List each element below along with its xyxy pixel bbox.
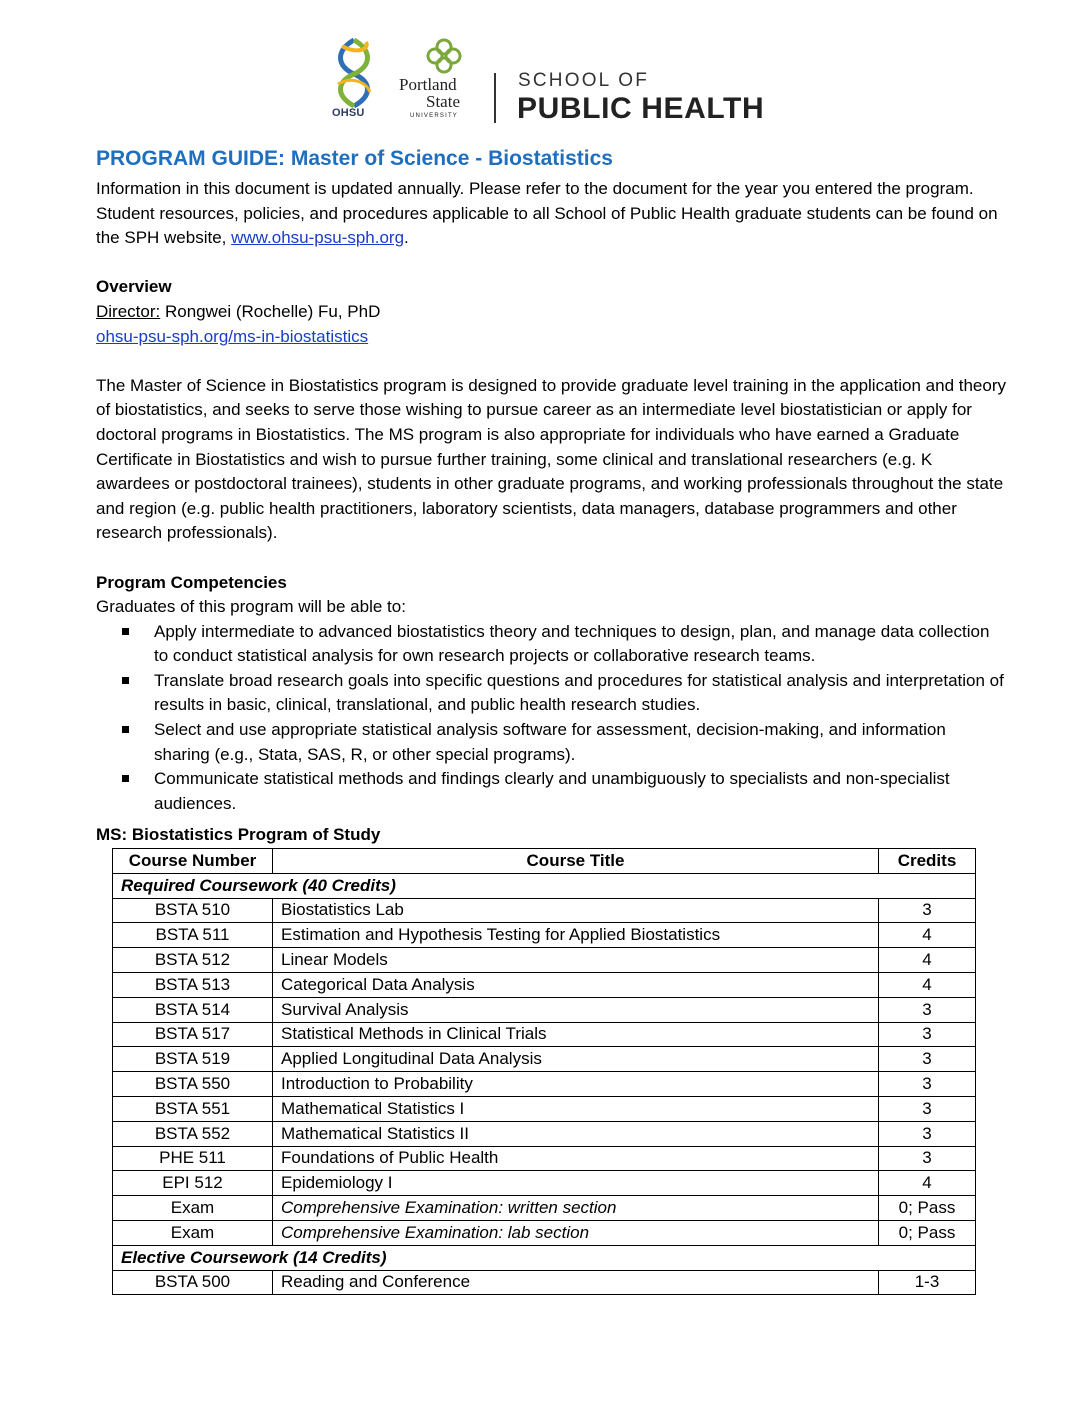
course-number-cell: PHE 511 xyxy=(113,1146,273,1171)
course-title-cell: Epidemiology I xyxy=(273,1171,879,1196)
header-course-number: Course Number xyxy=(113,849,273,874)
psu-logo xyxy=(396,36,476,128)
program-page-link[interactable]: ohsu-psu-sph.org/ms-in-biostatistics xyxy=(96,326,369,346)
bullet-icon xyxy=(122,726,129,733)
table-row xyxy=(113,1096,976,1121)
credits-cell: 0; Pass xyxy=(879,1220,976,1245)
course-title-cell: Mathematical Statistics II xyxy=(273,1121,879,1146)
header-logos xyxy=(326,36,766,128)
competencies-lead: Graduates of this program will be able to: xyxy=(96,597,406,617)
bullet-icon xyxy=(122,775,129,782)
table-row xyxy=(113,923,976,948)
sph-wordmark-line2: PUBLIC HEALTH xyxy=(517,92,765,125)
overview-paragraph: The Master of Science in Biostatistics program is designed to provide graduate level training in the application and theory of biostatistics, and seeks to serve those wishing to pursue career as an intermediate level biostatistician or apply for doctoral programs in Biostatistics. The MS program is also appropriate for individuals who have earned a Graduate Certificate in Biostatistics and wish to pursue further training, some clinical and translational researchers (e.g. K awardees or postdoctoral trainees), students in other graduate programs, and working professionals throughout the state and region (e.g. public health practitioners, laboratory scientists, data managers, database programmers and other research professionals). xyxy=(96,375,1007,543)
table-body xyxy=(113,873,976,1295)
course-title-cell: Biostatistics Lab xyxy=(273,898,879,923)
course-title-cell: Comprehensive Examination: lab section xyxy=(273,1220,879,1245)
table-row xyxy=(113,1022,976,1047)
course-title-cell: Estimation and Hypothesis Testing for Applied Biostatistics xyxy=(273,923,879,948)
intro-end: . xyxy=(404,228,409,248)
header-course-title: Course Title xyxy=(273,849,879,874)
director-name: Rongwei (Rochelle) Fu, PhD xyxy=(160,301,381,321)
course-number-cell: Exam xyxy=(113,1220,273,1245)
course-title-cell: Reading and Conference xyxy=(273,1270,879,1295)
course-number-cell: BSTA 512 xyxy=(113,948,273,973)
course-title-cell: Statistical Methods in Clinical Trials xyxy=(273,1022,879,1047)
competencies-list xyxy=(96,620,1006,817)
bullet-icon xyxy=(122,628,129,635)
bullet-icon xyxy=(122,677,129,684)
credits-cell: 4 xyxy=(879,948,976,973)
table-row xyxy=(113,948,976,973)
table-row xyxy=(113,1196,976,1221)
list-item-text: Apply intermediate to advanced biostatistics theory and techniques to design, plan, and manage data collection to conduct statistical analysis for own research projects or collaborative research teams. xyxy=(154,621,990,666)
ohsu-helix-icon xyxy=(326,36,382,108)
table-row xyxy=(113,997,976,1022)
table-row xyxy=(113,1072,976,1097)
required-section-row xyxy=(113,873,976,898)
course-number-cell: BSTA 519 xyxy=(113,1047,273,1072)
list-item-text: Communicate statistical methods and findings clearly and unambiguously to specialists and non-specialist audiences. xyxy=(154,769,950,813)
table-row xyxy=(113,1146,976,1171)
course-title-cell: Comprehensive Examination: written section xyxy=(273,1196,879,1221)
list-item xyxy=(96,620,1006,669)
psu-wordmark-line1: Portland xyxy=(399,75,457,94)
course-number-cell: BSTA 500 xyxy=(113,1270,273,1295)
credits-cell: 3 xyxy=(879,1096,976,1121)
document-body xyxy=(96,145,1006,816)
sph-wordmark-line1: SCHOOL OF xyxy=(518,70,649,91)
elective-section-row-label: Elective Coursework (14 Credits) xyxy=(113,1245,976,1270)
ohsu-logo xyxy=(326,36,382,128)
list-item xyxy=(96,669,1006,718)
course-number-cell: BSTA 514 xyxy=(113,997,273,1022)
course-title-cell: Mathematical Statistics I xyxy=(273,1096,879,1121)
credits-cell: 0; Pass xyxy=(879,1196,976,1221)
logo-divider xyxy=(494,73,496,123)
course-number-cell: EPI 512 xyxy=(113,1171,273,1196)
course-number-cell: BSTA 517 xyxy=(113,1022,273,1047)
table-row xyxy=(113,972,976,997)
course-title-cell: Categorical Data Analysis xyxy=(273,972,879,997)
program-of-study-table xyxy=(112,848,976,1295)
credits-cell: 3 xyxy=(879,1022,976,1047)
table-row xyxy=(113,1047,976,1072)
list-item xyxy=(96,718,1006,767)
table-row xyxy=(113,1220,976,1245)
course-number-cell: BSTA 511 xyxy=(113,923,273,948)
credits-cell: 3 xyxy=(879,997,976,1022)
credits-cell: 3 xyxy=(879,1121,976,1146)
course-title-cell: Linear Models xyxy=(273,948,879,973)
intro-text: Information in this document is updated annually. Please refer to the document for the year you entered the program. Student resources, policies, and procedures applicable to all School of Public Health graduate students can be found on the SPH website, xyxy=(96,179,998,248)
table-header-row xyxy=(113,849,976,874)
sph-website-link[interactable]: www.ohsu-psu-sph.org xyxy=(231,228,405,248)
credits-cell: 1-3 xyxy=(879,1270,976,1295)
course-number-cell: BSTA 513 xyxy=(113,972,273,997)
psu-wordmark-line2: State xyxy=(426,92,460,111)
list-item-text: Select and use appropriate statistical analysis software for assessment, decision-making, and information sharing (e.g., Stata, SAS, R, or other special programs). xyxy=(154,720,946,764)
credits-cell: 3 xyxy=(879,1146,976,1171)
course-number-cell: BSTA 551 xyxy=(113,1096,273,1121)
list-item xyxy=(96,767,1006,816)
credits-cell: 4 xyxy=(879,972,976,997)
psu-mark-icon xyxy=(426,38,462,74)
table-row xyxy=(113,1270,976,1295)
intro-paragraph xyxy=(96,177,1006,251)
elective-section-row xyxy=(113,1245,976,1270)
table-row xyxy=(113,1121,976,1146)
credits-cell: 4 xyxy=(879,923,976,948)
header-credits: Credits xyxy=(879,849,976,874)
credits-cell: 3 xyxy=(879,1072,976,1097)
course-title-cell: Introduction to Probability xyxy=(273,1072,879,1097)
competencies-heading: Program Competencies xyxy=(96,572,287,592)
required-section-row-label: Required Coursework (40 Credits) xyxy=(113,873,976,898)
credits-cell: 3 xyxy=(879,1047,976,1072)
credits-cell: 4 xyxy=(879,1171,976,1196)
psu-wordmark-line3: UNIVERSITY xyxy=(410,113,459,119)
course-number-cell: BSTA 550 xyxy=(113,1072,273,1097)
director-label: Director: xyxy=(96,301,161,321)
course-number-cell: BSTA 510 xyxy=(113,898,273,923)
page-title: PROGRAM GUIDE: Master of Science - Biostatistics xyxy=(96,147,613,170)
ohsu-wordmark: OHSU xyxy=(332,107,365,119)
course-title-cell: Applied Longitudinal Data Analysis xyxy=(273,1047,879,1072)
director-line xyxy=(96,300,1006,325)
credits-cell: 3 xyxy=(879,898,976,923)
table-row xyxy=(113,898,976,923)
list-item-text: Translate broad research goals into specific questions and procedures for statistical analysis and interpretation of results in basic, clinical, translational, and public health research studies. xyxy=(154,670,1004,715)
course-title-cell: Survival Analysis xyxy=(273,997,879,1022)
course-title-cell: Foundations of Public Health xyxy=(273,1146,879,1171)
overview-heading: Overview xyxy=(96,277,172,297)
table-row xyxy=(113,1171,976,1196)
course-number-cell: BSTA 552 xyxy=(113,1121,273,1146)
table-title: MS: Biostatistics Program of Study xyxy=(96,825,381,844)
course-number-cell: Exam xyxy=(113,1196,273,1221)
